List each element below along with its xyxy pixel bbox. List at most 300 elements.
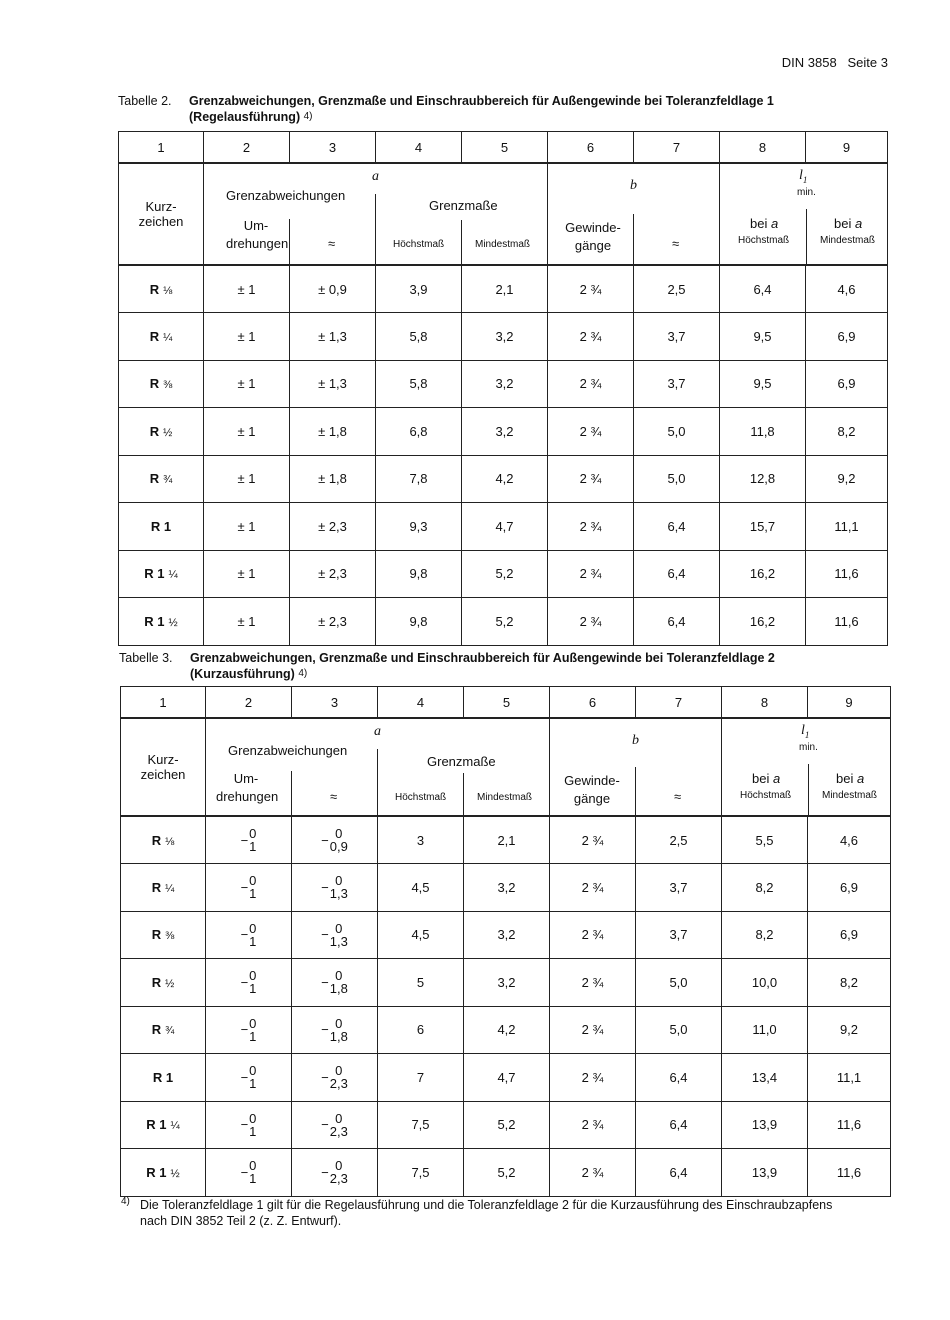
approx-b-value: 3,7 xyxy=(634,313,720,361)
umdrehungen-label: Um- drehungen xyxy=(216,771,279,804)
lower-deviation: 0,9 xyxy=(329,839,348,854)
thread-symbol: R 1 xyxy=(150,518,172,534)
hoechstmass-label: Höchstmaß xyxy=(395,792,447,803)
table2-header xyxy=(119,163,888,265)
mindestmass-value: 4,2 xyxy=(464,1006,550,1054)
gewindegaenge-value: 2 ¾ xyxy=(550,1101,636,1149)
lower-deviation: 1,3 xyxy=(329,933,348,949)
table3-caption-title-line2: (Kurzausführung) xyxy=(190,667,295,681)
mindestmass-value: 5,2 xyxy=(464,1149,550,1197)
mindestmass-value: 3,2 xyxy=(462,313,548,361)
col-number: 1 xyxy=(119,132,204,164)
table-row xyxy=(121,959,891,1007)
thread-symbol: R xyxy=(149,376,160,392)
kurzzeichen xyxy=(121,1101,206,1149)
upper-deviation: 0 xyxy=(335,920,343,936)
kurzzeichen xyxy=(121,864,206,912)
table2-caption-label: Tabelle 2. xyxy=(118,94,172,108)
lower-deviation: 2,3 xyxy=(329,1076,348,1092)
table3-column-numbers xyxy=(121,687,891,719)
kurzzeichen xyxy=(121,911,206,959)
footnote-text: Die Toleranzfeldlage 1 gilt für die Regelausführung und die Toleranzfeldlage 2 für die Kurzausführung des Einschraubzapfens nach DIN 3852 Teil 2 (z. Z. Entwurf). xyxy=(140,1198,833,1228)
umdrehungen-value: ± 1 xyxy=(204,408,290,456)
mindestmass-value: 4,2 xyxy=(462,455,548,503)
col-number: 2 xyxy=(204,132,290,164)
group-b-header xyxy=(550,718,722,816)
approx-value: − 0 2,3 xyxy=(292,1101,378,1149)
l1-mindest-value: 11,1 xyxy=(806,503,888,551)
thread-symbol: R xyxy=(151,832,162,848)
approx-value: ± 2,3 xyxy=(290,550,376,598)
min-label: min. xyxy=(797,187,816,198)
approx-b-value: 5,0 xyxy=(636,959,722,1007)
lower-deviation: 1 xyxy=(249,981,257,997)
l1-label: $l_1$ xyxy=(799,168,808,185)
l1-mindest-value: 11,1 xyxy=(808,1054,891,1102)
l1-hoechst-value: 13,9 xyxy=(722,1149,808,1197)
umdrehungen-value: ± 1 xyxy=(204,598,290,646)
min-label: min. xyxy=(799,742,818,753)
mindestmass-value: 3,2 xyxy=(464,911,550,959)
bei-a-label: bei a xyxy=(836,771,865,786)
l1-hoechst-value: 12,8 xyxy=(720,455,806,503)
umdrehungen-value: − 0 1 xyxy=(206,816,292,864)
table-row xyxy=(119,265,888,313)
hoechstmass-value: 7,5 xyxy=(378,1101,464,1149)
table3-caption xyxy=(119,651,899,683)
thread-size-fraction: ½ xyxy=(163,426,173,439)
col-number: 5 xyxy=(462,132,548,164)
approx-b-value: 5,0 xyxy=(634,455,720,503)
upper-deviation: 0 xyxy=(249,826,257,841)
l1-label: $l_1$ xyxy=(801,723,810,740)
lower-deviation: 1 xyxy=(249,1028,257,1044)
hoechstmass-value: 7 xyxy=(378,1054,464,1102)
l1-hoechst-value: 9,5 xyxy=(720,360,806,408)
thread-size-fraction: ¼ xyxy=(168,569,178,582)
gewindegaenge-value: 2 ¾ xyxy=(550,911,636,959)
kurzzeichen xyxy=(119,313,204,361)
thread-symbol: R 1 xyxy=(146,1164,167,1180)
umdrehungen-value: − 0 1 xyxy=(206,1054,292,1102)
table-row xyxy=(121,1149,891,1197)
col-number: 9 xyxy=(806,132,888,164)
upper-deviation: 0 xyxy=(335,1158,343,1174)
gewindegaenge-value: 2 ¾ xyxy=(548,503,634,551)
mindestmass-value: 3,2 xyxy=(464,959,550,1007)
thread-size-fraction: ¾ xyxy=(165,1025,175,1038)
hoechstmass-value: 7,8 xyxy=(376,455,462,503)
table-row xyxy=(121,1054,891,1102)
approx-label: ≈ xyxy=(330,789,338,804)
l1-hoechst-value: 11,8 xyxy=(720,408,806,456)
l1-mindest-value: 6,9 xyxy=(808,911,891,959)
bei-a-label: bei a xyxy=(834,216,863,231)
mindestmass-value: 3,2 xyxy=(464,864,550,912)
approx-value: − 0 1,8 xyxy=(292,959,378,1007)
l1-mindest-value: 6,9 xyxy=(806,360,888,408)
mindestmass-value: 4,7 xyxy=(462,503,548,551)
lower-deviation: 1 xyxy=(249,886,257,902)
table2-caption-title-line1: Grenzabweichungen, Grenzmaße und Einschraubbereich für Außengewinde bei Toleranzfeldlage 1 xyxy=(189,94,774,108)
col-number: 4 xyxy=(378,687,464,719)
thread-symbol: R xyxy=(151,927,162,943)
l1-mindest-value: 11,6 xyxy=(806,550,888,598)
upper-deviation: 0 xyxy=(249,1015,257,1031)
lower-deviation: 1 xyxy=(249,839,257,854)
gewindegaenge-value: 2 ¾ xyxy=(548,550,634,598)
l1-mindest-value: 6,9 xyxy=(806,313,888,361)
gewindegaenge-value: 2 ¾ xyxy=(550,1006,636,1054)
approx-value: − 0 2,3 xyxy=(292,1149,378,1197)
l1-hoechst-value: 13,4 xyxy=(722,1054,808,1102)
upper-deviation: 0 xyxy=(335,873,343,889)
hoechstmass-value: 3 xyxy=(378,816,464,864)
thread-size-fraction: ⅛ xyxy=(165,835,175,848)
umdrehungen-value: − 0 1 xyxy=(206,911,292,959)
l1-mindest-value: 8,2 xyxy=(806,408,888,456)
approx-b-value: 3,7 xyxy=(636,864,722,912)
hoechstmass-value: 6,8 xyxy=(376,408,462,456)
thread-symbol: R xyxy=(149,328,160,344)
table-row xyxy=(121,911,891,959)
table3 xyxy=(120,686,891,1197)
col-number: 8 xyxy=(720,132,806,164)
umdrehungen-value: − 0 1 xyxy=(206,1006,292,1054)
umdrehungen-label: Um- drehungen xyxy=(226,218,289,251)
upper-deviation: 0 xyxy=(335,826,343,841)
thread-symbol: R 1 xyxy=(144,566,165,582)
mindestmass-value: 4,7 xyxy=(464,1054,550,1102)
thread-size-fraction: ½ xyxy=(170,1167,180,1180)
thread-symbol: R xyxy=(149,423,160,439)
gewindegaenge-value: 2 ¾ xyxy=(548,455,634,503)
col-number: 4 xyxy=(376,132,462,164)
approx-value: ± 2,3 xyxy=(290,598,376,646)
approx-b-value: 5,0 xyxy=(634,408,720,456)
approx-value: ± 0,9 xyxy=(290,265,376,313)
kurzzeichen xyxy=(121,816,206,864)
approx-value: ± 1,8 xyxy=(290,455,376,503)
approx-b-value: 6,4 xyxy=(634,550,720,598)
gewindegaenge-value: 2 ¾ xyxy=(548,265,634,313)
col-number: 7 xyxy=(634,132,720,164)
hoechstmass-value: 9,8 xyxy=(376,598,462,646)
mindestmass-value: 2,1 xyxy=(462,265,548,313)
mindestmass-label: Mindestmaß xyxy=(475,239,531,250)
l1-mindest-value: 11,6 xyxy=(808,1101,891,1149)
table-row xyxy=(119,360,888,408)
l1-hoechst-value: 6,4 xyxy=(720,265,806,313)
thread-symbol: R xyxy=(149,471,160,487)
approx-b-value: 6,4 xyxy=(634,503,720,551)
bei-a-label: bei a xyxy=(752,771,781,786)
upper-deviation: 0 xyxy=(335,1015,343,1031)
hoechstmass-value: 4,5 xyxy=(378,911,464,959)
group-b-label: b xyxy=(630,178,637,193)
mindestmass-value: 2,1 xyxy=(464,816,550,864)
group-a-header xyxy=(204,163,548,265)
upper-deviation: 0 xyxy=(249,920,257,936)
gewindegaenge-label: Gewinde- gänge xyxy=(564,773,620,806)
thread-size-fraction: ¾ xyxy=(163,474,173,487)
table-row xyxy=(119,313,888,361)
thread-symbol: R xyxy=(151,974,162,990)
approx-b-value: 2,5 xyxy=(634,265,720,313)
mindestmass-value: 5,2 xyxy=(462,550,548,598)
umdrehungen-value: − 0 1 xyxy=(206,1149,292,1197)
upper-deviation: 0 xyxy=(249,1158,257,1174)
thread-size-fraction: ¼ xyxy=(170,1120,180,1133)
grenzabweichungen-label: Grenzabweichungen xyxy=(228,743,348,758)
table-row xyxy=(119,455,888,503)
grenzabweichungen-label: Grenzabweichungen xyxy=(226,188,346,203)
approx-value: − 0 0,9 xyxy=(292,816,378,864)
l1-mindest-value: 8,2 xyxy=(808,959,891,1007)
lower-deviation: 2,3 xyxy=(329,1123,348,1139)
hoechstmass-value: 5,8 xyxy=(376,313,462,361)
group-a-label: a xyxy=(372,169,379,184)
thread-symbol: R 1 xyxy=(146,1117,167,1133)
l1-mindest-value: 6,9 xyxy=(808,864,891,912)
table-row xyxy=(119,550,888,598)
col-number: 3 xyxy=(292,687,378,719)
table-row xyxy=(119,503,888,551)
approx-value: ± 1,3 xyxy=(290,313,376,361)
grenzmasse-label: Grenzmaße xyxy=(429,198,498,213)
table3-header xyxy=(121,718,891,816)
umdrehungen-value: − 0 1 xyxy=(206,959,292,1007)
approx-b-value: 5,0 xyxy=(636,1006,722,1054)
umdrehungen-value: ± 1 xyxy=(204,313,290,361)
gewindegaenge-value: 2 ¾ xyxy=(548,598,634,646)
group-b-header xyxy=(548,163,720,265)
group-b-label: b xyxy=(632,733,639,748)
hoechstmass-label: Höchstmaß xyxy=(740,790,792,801)
kurzzeichen xyxy=(119,265,204,313)
l1-hoechst-value: 11,0 xyxy=(722,1006,808,1054)
table2-caption xyxy=(118,94,898,126)
approx-value: ± 1,3 xyxy=(290,360,376,408)
l1-hoechst-value: 16,2 xyxy=(720,550,806,598)
approx-b-value: 6,4 xyxy=(636,1101,722,1149)
kurzzeichen xyxy=(121,1149,206,1197)
table-row xyxy=(119,598,888,646)
approx-label: ≈ xyxy=(672,236,680,251)
umdrehungen-value: ± 1 xyxy=(204,503,290,551)
hoechstmass-value: 5,8 xyxy=(376,360,462,408)
upper-deviation: 0 xyxy=(335,1063,343,1079)
kurzzeichen xyxy=(119,408,204,456)
approx-b-value: 3,7 xyxy=(634,360,720,408)
thread-size-fraction: ¼ xyxy=(163,331,173,344)
umdrehungen-value: ± 1 xyxy=(204,265,290,313)
kurzzeichen xyxy=(119,503,204,551)
l1-header xyxy=(720,163,888,265)
umdrehungen-value: ± 1 xyxy=(204,455,290,503)
thread-symbol: R 1 xyxy=(144,613,165,629)
lower-deviation: 1,3 xyxy=(329,886,348,902)
mindestmass-value: 3,2 xyxy=(462,408,548,456)
thread-size-fraction: ½ xyxy=(165,977,175,990)
mindestmass-label: Mindestmaß xyxy=(820,235,876,246)
l1-hoechst-value: 16,2 xyxy=(720,598,806,646)
l1-mindest-value: 4,6 xyxy=(806,265,888,313)
approx-b-value: 6,4 xyxy=(634,598,720,646)
approx-label: ≈ xyxy=(674,789,682,804)
col-number: 5 xyxy=(464,687,550,719)
hoechstmass-value: 5 xyxy=(378,959,464,1007)
approx-b-value: 2,5 xyxy=(636,816,722,864)
table2-caption-title-line2: (Regelausführung) xyxy=(189,110,301,124)
approx-value: ± 1,8 xyxy=(290,408,376,456)
thread-symbol: R xyxy=(151,879,162,895)
kurzzeichen xyxy=(121,959,206,1007)
umdrehungen-value: ± 1 xyxy=(204,550,290,598)
kurzzeichen-header: Kurz- zeichen xyxy=(119,163,204,265)
table2-caption-title xyxy=(189,94,774,125)
mindestmass-label: Mindestmaß xyxy=(822,790,878,801)
approx-value: ± 2,3 xyxy=(290,503,376,551)
l1-mindest-value: 4,6 xyxy=(808,816,891,864)
table3-caption-title-line1: Grenzabweichungen, Grenzmaße und Einschraubbereich für Außengewinde bei Toleranzfeldlage 2 xyxy=(190,651,775,665)
footnote-ref: 4) xyxy=(303,111,313,122)
col-number: 8 xyxy=(722,687,808,719)
footnote-ref: 4) xyxy=(298,668,308,679)
gewindegaenge-value: 2 ¾ xyxy=(550,864,636,912)
table-row xyxy=(121,1101,891,1149)
umdrehungen-value: − 0 1 xyxy=(206,1101,292,1149)
approx-value: − 0 1,3 xyxy=(292,864,378,912)
l1-mindest-value: 9,2 xyxy=(806,455,888,503)
mindestmass-value: 5,2 xyxy=(464,1101,550,1149)
approx-label: ≈ xyxy=(328,236,336,251)
approx-value: − 0 1,8 xyxy=(292,1006,378,1054)
lower-deviation: 1,8 xyxy=(329,1028,348,1044)
approx-value: − 0 1,3 xyxy=(292,911,378,959)
approx-b-value: 3,7 xyxy=(636,911,722,959)
thread-size-fraction: ½ xyxy=(168,616,178,629)
lower-deviation: 1 xyxy=(249,1171,257,1187)
hoechstmass-value: 3,9 xyxy=(376,265,462,313)
bei-a-label: bei a xyxy=(750,216,779,231)
l1-mindest-value: 11,6 xyxy=(808,1149,891,1197)
hoechstmass-value: 6 xyxy=(378,1006,464,1054)
table-row xyxy=(119,408,888,456)
l1-hoechst-value: 9,5 xyxy=(720,313,806,361)
kurzzeichen xyxy=(119,598,204,646)
gewindegaenge-value: 2 ¾ xyxy=(548,408,634,456)
hoechstmass-value: 7,5 xyxy=(378,1149,464,1197)
l1-mindest-value: 9,2 xyxy=(808,1006,891,1054)
col-number: 6 xyxy=(548,132,634,164)
lower-deviation: 1 xyxy=(249,1123,257,1139)
hoechstmass-value: 4,5 xyxy=(378,864,464,912)
table-row xyxy=(121,816,891,864)
thread-symbol: R xyxy=(149,281,160,297)
upper-deviation: 0 xyxy=(335,968,343,984)
lower-deviation: 1,8 xyxy=(329,981,348,997)
table3-caption-label: Tabelle 3. xyxy=(119,651,173,665)
gewindegaenge-value: 2 ¾ xyxy=(548,360,634,408)
col-number: 1 xyxy=(121,687,206,719)
table2-column-numbers xyxy=(119,132,888,164)
grenzmasse-label: Grenzmaße xyxy=(427,754,496,769)
gewindegaenge-value: 2 ¾ xyxy=(550,816,636,864)
col-number: 6 xyxy=(550,687,636,719)
page-header xyxy=(782,55,888,70)
l1-header xyxy=(722,718,891,816)
col-number: 9 xyxy=(808,687,891,719)
hoechstmass-value: 9,8 xyxy=(376,550,462,598)
thread-size-fraction: ¼ xyxy=(165,882,175,895)
gewindegaenge-label: Gewinde- gänge xyxy=(565,220,621,253)
l1-hoechst-value: 8,2 xyxy=(722,864,808,912)
group-a-header xyxy=(206,718,550,816)
l1-mindest-value: 11,6 xyxy=(806,598,888,646)
footnote-mark: 4) xyxy=(121,1196,130,1207)
l1-hoechst-value: 15,7 xyxy=(720,503,806,551)
gewindegaenge-value: 2 ¾ xyxy=(550,1149,636,1197)
upper-deviation: 0 xyxy=(249,1063,257,1079)
hoechstmass-value: 9,3 xyxy=(376,503,462,551)
lower-deviation: 1 xyxy=(249,1076,257,1092)
hoechstmass-label: Höchstmaß xyxy=(738,235,790,246)
approx-value: − 0 2,3 xyxy=(292,1054,378,1102)
thread-symbol: R xyxy=(151,1022,162,1038)
hoechstmass-label: Höchstmaß xyxy=(393,239,445,250)
gewindegaenge-value: 2 ¾ xyxy=(550,1054,636,1102)
col-number: 3 xyxy=(290,132,376,164)
gewindegaenge-value: 2 ¾ xyxy=(550,959,636,1007)
group-a-label: a xyxy=(374,724,381,739)
upper-deviation: 0 xyxy=(249,873,257,889)
l1-hoechst-value: 13,9 xyxy=(722,1101,808,1149)
kurzzeichen xyxy=(119,550,204,598)
table-row xyxy=(121,864,891,912)
approx-b-value: 6,4 xyxy=(636,1149,722,1197)
mindestmass-label: Mindestmaß xyxy=(477,792,533,803)
upper-deviation: 0 xyxy=(249,968,257,984)
approx-b-value: 6,4 xyxy=(636,1054,722,1102)
thread-size-fraction: ⅛ xyxy=(163,284,173,297)
thread-size-fraction: ⅜ xyxy=(163,379,173,392)
l1-hoechst-value: 10,0 xyxy=(722,959,808,1007)
table2 xyxy=(118,131,888,646)
kurzzeichen xyxy=(121,1006,206,1054)
col-number: 2 xyxy=(206,687,292,719)
doc-number: DIN 3858 xyxy=(781,55,837,70)
gewindegaenge-value: 2 ¾ xyxy=(548,313,634,361)
page-number: Seite 3 xyxy=(847,55,888,70)
kurzzeichen xyxy=(119,455,204,503)
kurzzeichen xyxy=(119,360,204,408)
umdrehungen-value: ± 1 xyxy=(204,360,290,408)
thread-size-fraction: ⅜ xyxy=(165,930,175,943)
thread-symbol: R 1 xyxy=(152,1069,174,1085)
table-row xyxy=(121,1006,891,1054)
lower-deviation: 2,3 xyxy=(329,1171,348,1187)
mindestmass-value: 5,2 xyxy=(462,598,548,646)
table3-caption-title xyxy=(190,651,775,682)
l1-hoechst-value: 5,5 xyxy=(722,816,808,864)
mindestmass-value: 3,2 xyxy=(462,360,548,408)
upper-deviation: 0 xyxy=(249,1110,257,1126)
col-number: 7 xyxy=(636,687,722,719)
umdrehungen-value: − 0 1 xyxy=(206,864,292,912)
lower-deviation: 1 xyxy=(249,933,257,949)
l1-hoechst-value: 8,2 xyxy=(722,911,808,959)
